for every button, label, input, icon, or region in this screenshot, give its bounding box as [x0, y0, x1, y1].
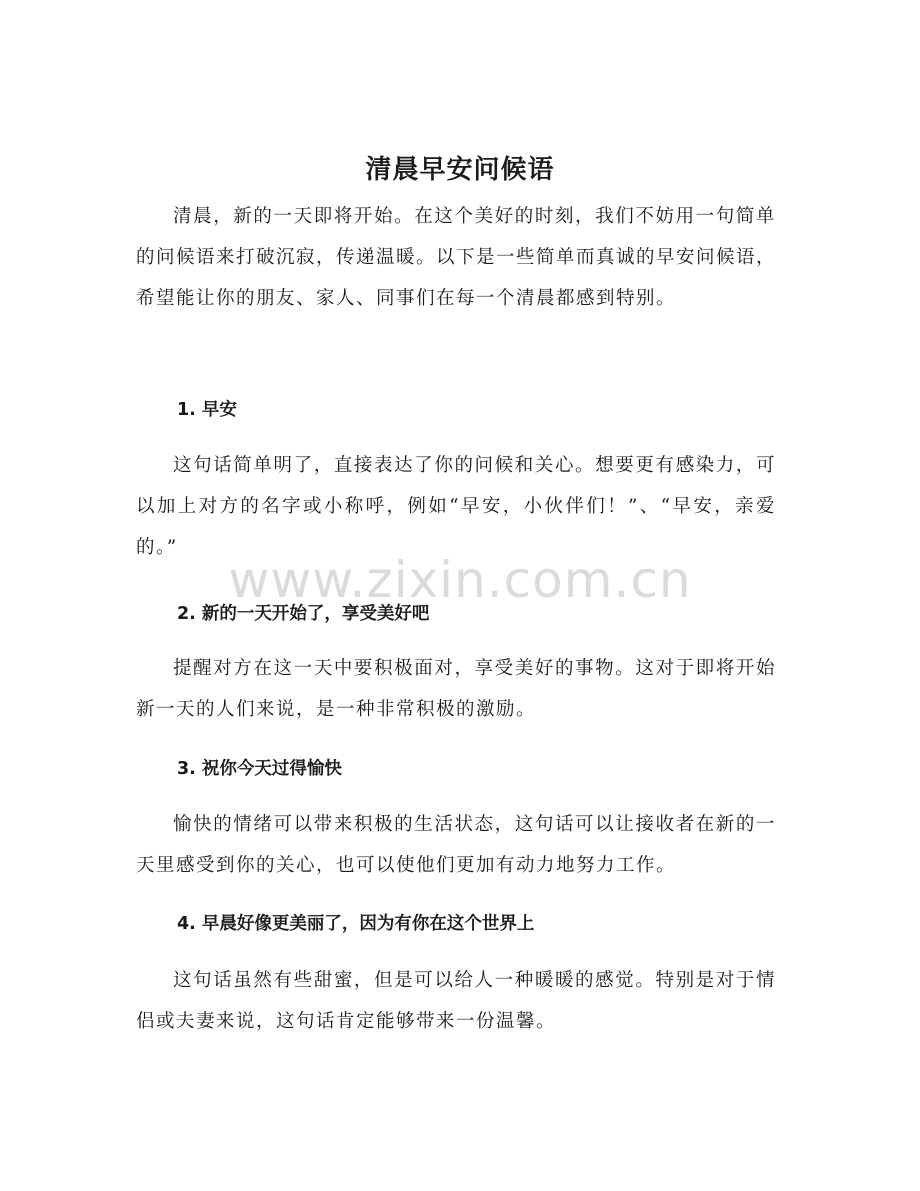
section-body-4: 这句话虽然有些甜蜜，但是可以给人一种暖暖的感觉。特别是对于情侣或夫妻来说，这句话肯定能够带来一份温馨。: [136, 970, 776, 1032]
section-body-2: 提醒对方在这一天中要积极面对，享受美好的事物。这对于即将开始新一天的人们来说，是一种非常积极的激励。: [136, 658, 776, 720]
watermark: www.zixin.com.cn: [228, 551, 692, 609]
section-heading-4: 4. 早晨好像更美丽了，因为有你在这个世界上: [177, 914, 535, 934]
section-body-3: 愉快的情绪可以带来积极的生活状态，这句话可以让接收者在新的一天里感受到你的关心，也可以使他们更加有动力地努力工作。: [136, 814, 776, 876]
section-body-1: 这句话简单明了，直接表达了你的问候和关心。想要更有感染力，可以加上对方的名字或小称呼，例如“早安，小伙伴们！”、“早安，亲爱的。”: [136, 455, 776, 558]
section-heading-1: 1. 早安: [177, 400, 237, 420]
section-heading-2: 2. 新的一天开始了，享受美好吧: [177, 604, 430, 624]
intro-paragraph: 清晨，新的一天即将开始。在这个美好的时刻，我们不妨用一句简单的问候语来打破沉寂，传递温暖。以下是一些简单而真诚的早安问候语，希望能让你的朋友、家人、同事们在每一个清晨都感到特别。: [136, 206, 777, 309]
document-title: 清晨早安问候语: [365, 155, 555, 185]
section-heading-3: 3. 祝你今天过得愉快: [177, 759, 342, 779]
